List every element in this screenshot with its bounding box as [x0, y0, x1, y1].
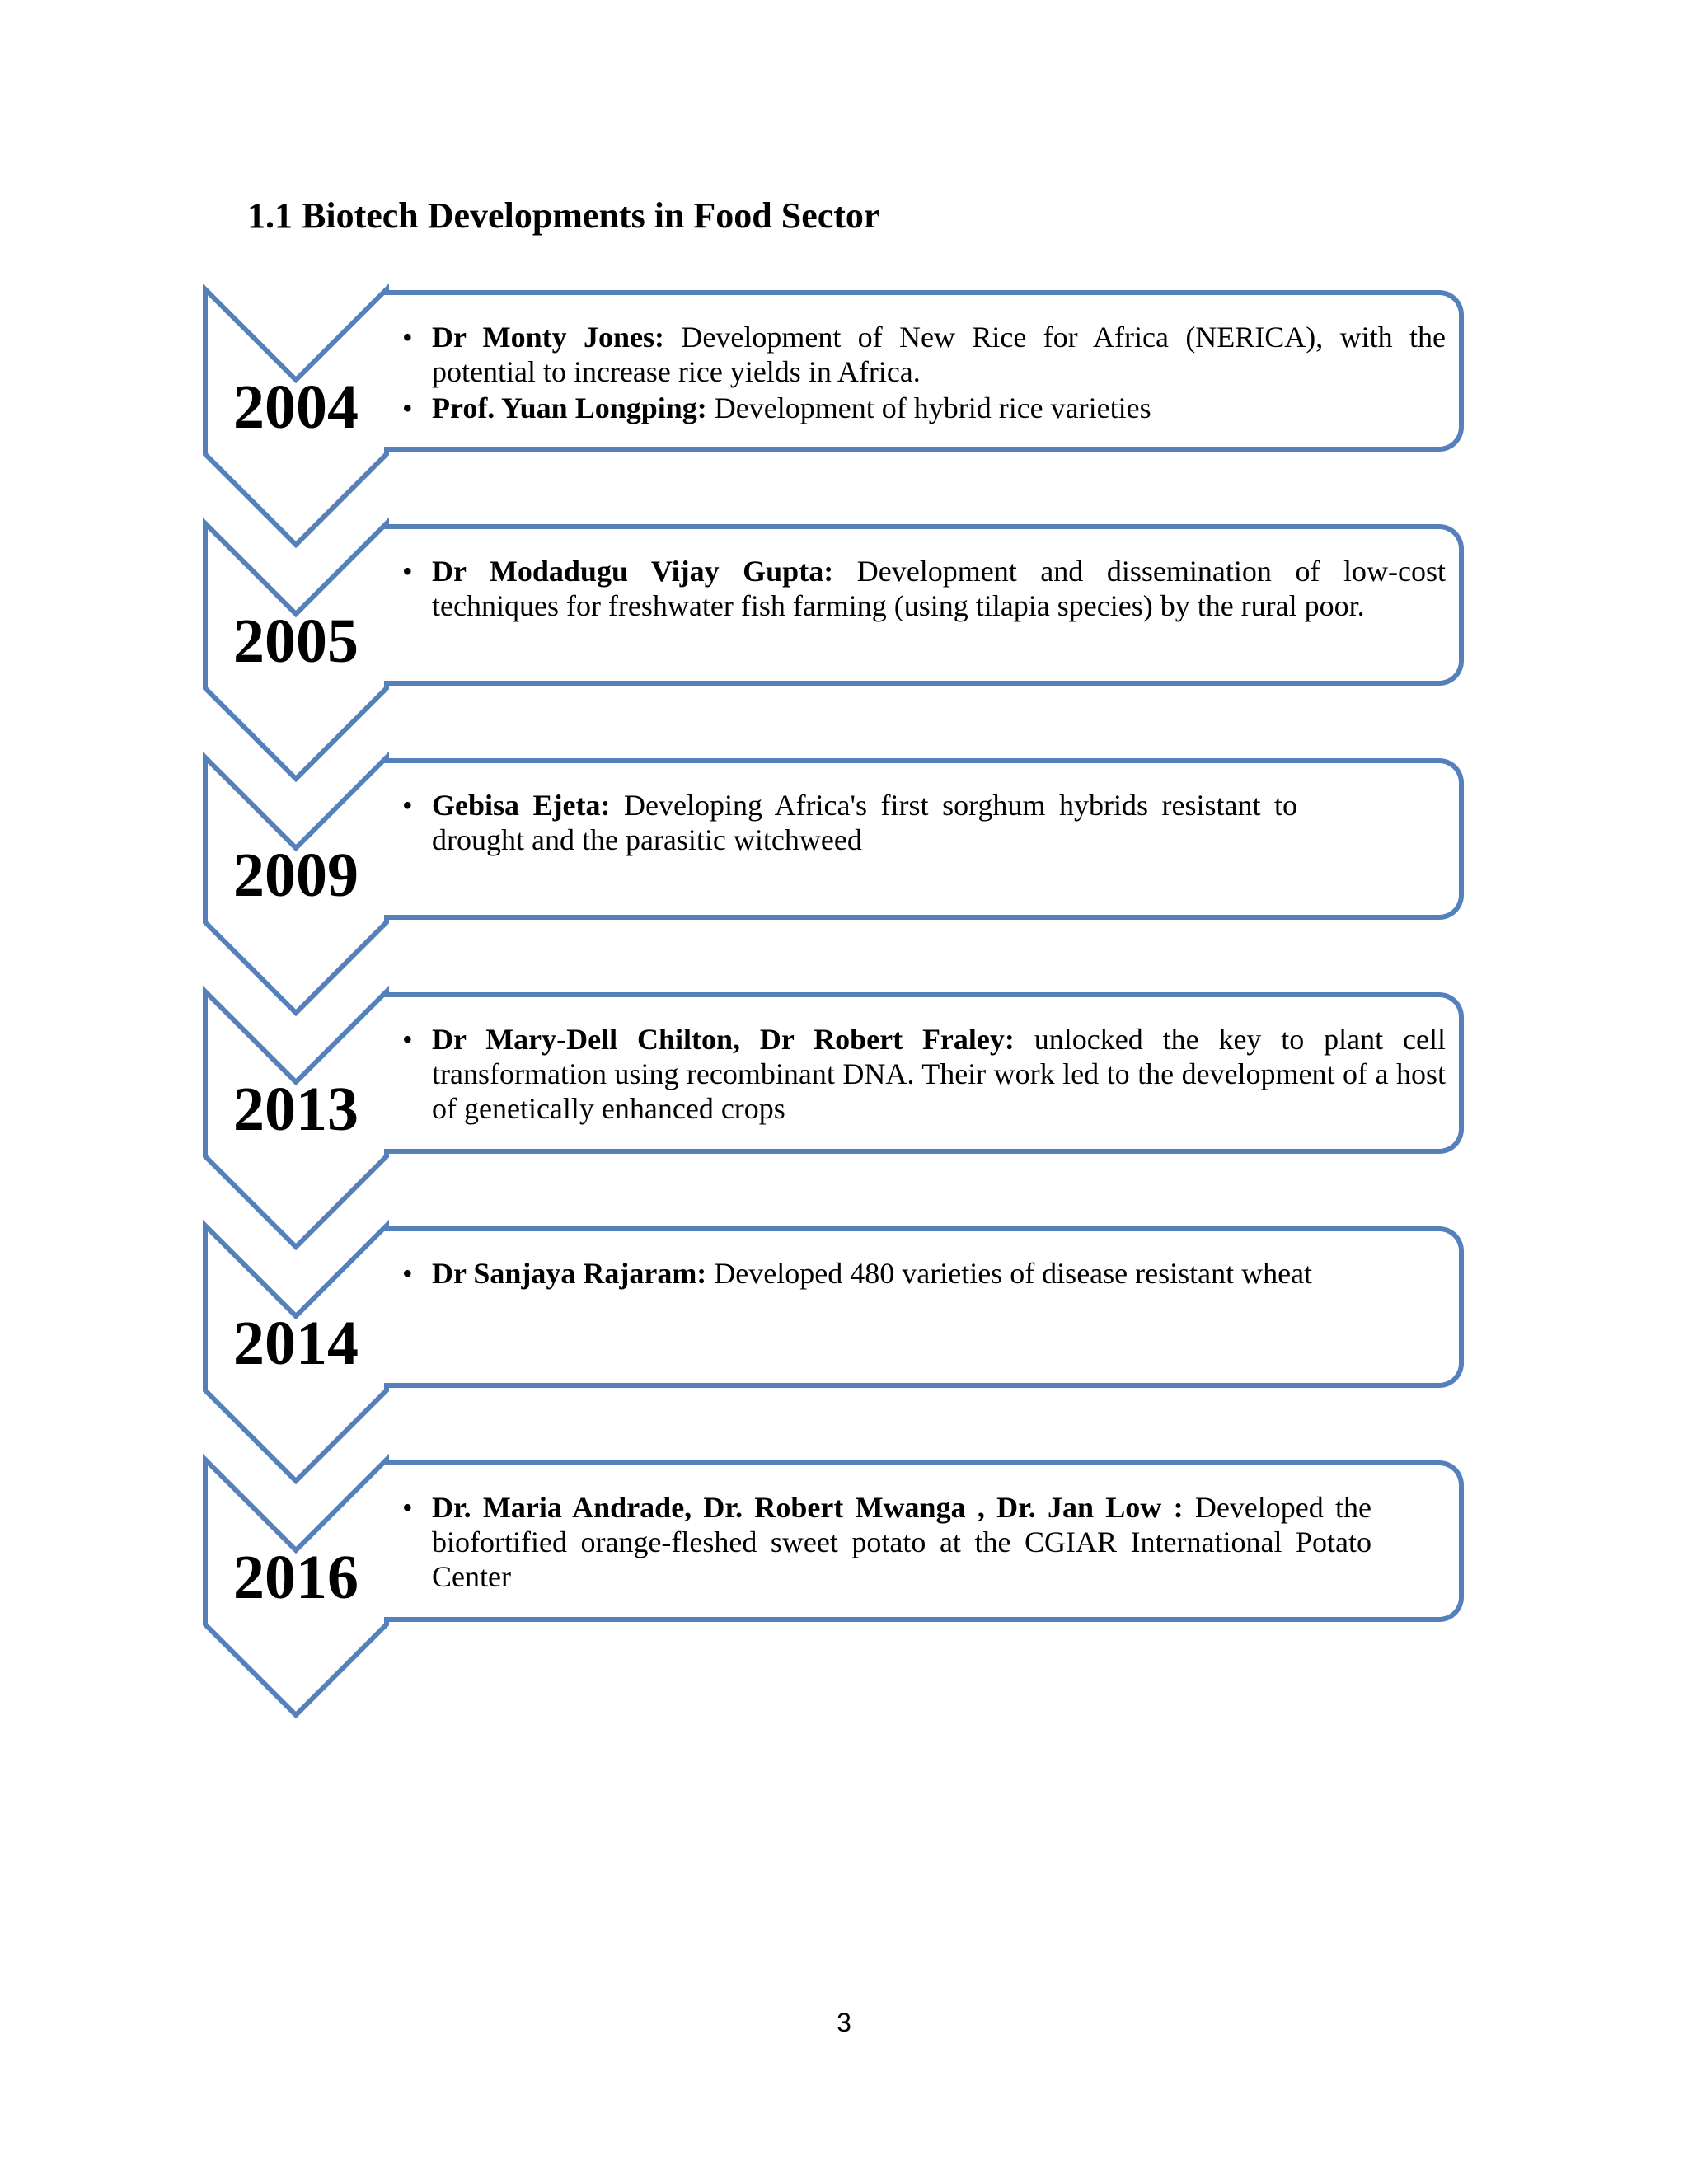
timeline-year: 2004	[233, 373, 359, 442]
timeline-entry	[402, 391, 1446, 425]
timeline-row-2016	[0, 1457, 1688, 1721]
timeline-year: 2014	[233, 1309, 359, 1378]
timeline-year: 2013	[233, 1075, 359, 1144]
timeline-year: 2005	[233, 607, 359, 676]
bullet-icon: •	[402, 321, 413, 354]
timeline-row-2013	[0, 989, 1688, 1253]
timeline-card	[384, 992, 1464, 1154]
timeline-year: 2016	[233, 1543, 359, 1612]
page-number: 3	[837, 2008, 851, 2037]
entry-text: Development and dissemination of low-cost techniques for freshwater fish farming (using tilapia species) by the rural poor.	[432, 555, 1446, 622]
timeline-card	[384, 290, 1464, 452]
timeline-card	[384, 1460, 1464, 1622]
timeline-card	[384, 524, 1464, 686]
bullet-icon: •	[402, 1491, 413, 1524]
timeline-entry	[402, 320, 1446, 389]
timeline-row-2005	[0, 521, 1688, 785]
entry-text: unlocked the key to plant cell transformation using recombinant DNA. Their work led to the development of a host of genetically enhanced crops	[432, 1023, 1446, 1125]
bullet-icon: •	[402, 555, 413, 588]
bullet-icon: •	[402, 1257, 413, 1290]
timeline-card	[384, 1226, 1464, 1388]
bullet-icon: •	[402, 789, 413, 822]
entry-text: Developing Africa's first sorghum hybrids resistant to drought and the parasitic witchweed	[432, 789, 1298, 856]
timeline-row-2014	[0, 1223, 1688, 1487]
entry-name: Gebisa Ejeta:	[432, 789, 611, 822]
entry-name: Dr Sanjaya Rajaram:	[432, 1257, 707, 1290]
page-title: 1.1 Biotech Developments in Food Sector	[247, 195, 880, 236]
entry-name: Dr Mary-Dell Chilton, Dr Robert Fraley:	[432, 1023, 1015, 1056]
timeline-row-2009	[0, 755, 1688, 1019]
timeline-card	[384, 758, 1464, 920]
entry-text: Developed the biofortified orange-fleshed sweet potato at the CGIAR International Potato Center	[432, 1491, 1372, 1593]
timeline-entry	[402, 554, 1446, 623]
timeline-row-2004	[0, 287, 1688, 551]
timeline-entry	[402, 1022, 1446, 1126]
timeline-entry	[402, 1256, 1446, 1291]
entry-name: Dr Monty Jones:	[432, 321, 665, 354]
entry-name: Prof. Yuan Longping:	[432, 391, 707, 424]
entry-text: Developed 480 varieties of disease resistant wheat	[706, 1257, 1313, 1290]
timeline-year: 2009	[233, 841, 359, 910]
entry-name: Dr. Maria Andrade, Dr. Robert Mwanga , Dr. Jan Low :	[432, 1491, 1184, 1524]
entry-text: Development of hybrid rice varieties	[706, 391, 1151, 424]
bullet-icon: •	[402, 1023, 413, 1056]
entry-text: Development of New Rice for Africa (NERICA), with the potential to increase rice yields in Africa.	[432, 321, 1446, 388]
bullet-icon: •	[402, 391, 413, 424]
entry-name: Dr Modadugu Vijay Gupta:	[432, 555, 834, 588]
timeline-entry	[402, 788, 1446, 857]
timeline-entry	[402, 1490, 1446, 1594]
